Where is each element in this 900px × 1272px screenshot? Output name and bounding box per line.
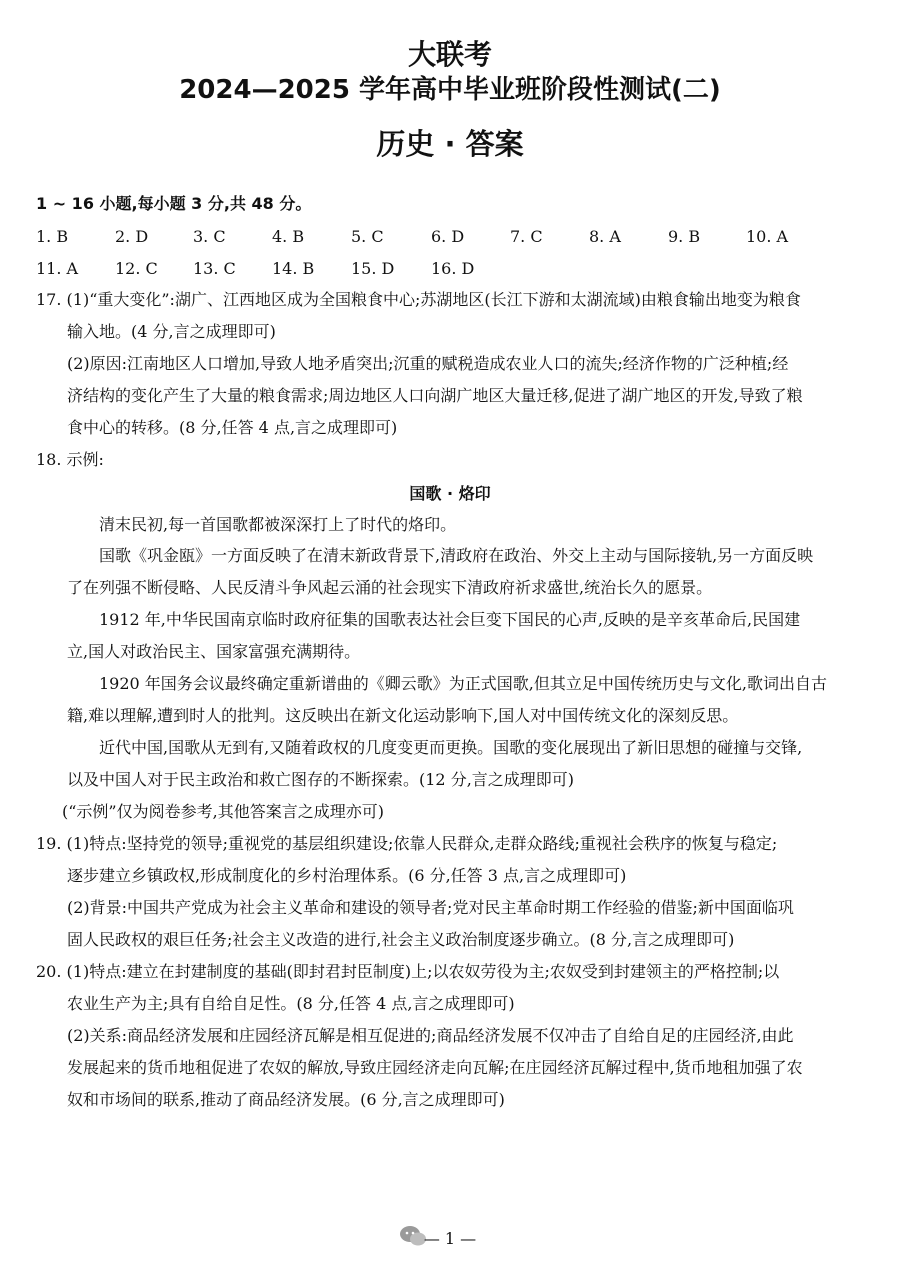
mc-answer: 11. A	[36, 259, 79, 278]
mc-answer: 14. B	[272, 259, 315, 278]
mc-answer: 7. C	[510, 227, 543, 246]
mc-answer: 16. D	[431, 259, 475, 278]
subject-title: 历史 · 答案	[376, 127, 524, 161]
q17-line: 17. (1)“重大变化”:湖广、江西地区成为全国粮食中心;苏湖地区(长江下游和太湖流域)由粮食输出地变为粮食	[36, 290, 801, 309]
q20-line: 20. (1)特点:建立在封建制度的基础(即封君封臣制度)上;以农奴劳役为主;农奴受到封建领主的严格控制;以	[36, 962, 780, 981]
mc-answer: 12. C	[115, 259, 158, 278]
q20-line: 发展起来的货币地租促进了农奴的解放,导致庄园经济走向瓦解;在庄园经济瓦解过程中,货币地租加强了农	[67, 1058, 803, 1077]
page-number: — 1 —	[423, 1229, 477, 1248]
q19-line: 固人民政权的艰巨任务;社会主义改造的进行,社会主义政治制度逐步确立。(8 分,言之成理即可)	[67, 930, 735, 949]
exam-org-title: 大联考	[407, 38, 492, 71]
q18-line: 以及中国人对于民主政治和救亡图存的不断探索。(12 分,言之成理即可)	[67, 770, 575, 789]
mc-answer: 15. D	[351, 259, 395, 278]
mc-answer: 6. D	[431, 227, 465, 246]
q18-line: 国歌《巩金瓯》一方面反映了在清末新政背景下,清政府在政治、外交上主动与国际接轨,另一方面反映	[99, 546, 814, 565]
mc-answer: 9. B	[668, 227, 701, 246]
mc-answer: 8. A	[589, 227, 621, 246]
q18-line: 了在列强不断侵略、人民反清斗争风起云涌的社会现实下清政府祈求盛世,统治长久的愿景。	[67, 578, 713, 597]
mc-answer: 13. C	[193, 259, 236, 278]
q20-line: 奴和市场间的联系,推动了商品经济发展。(6 分,言之成理即可)	[67, 1090, 505, 1109]
q18-essay-title: 国歌 · 烙印	[409, 484, 491, 503]
q18-line: 立,国人对政治民主、国家富强充满期待。	[67, 642, 361, 661]
q19-line: 19. (1)特点:坚持党的领导;重视党的基层组织建设;依靠人民群众,走群众路线;重视社会秩序的恢复与稳定;	[36, 834, 778, 853]
mc-answer: 4. B	[272, 227, 305, 246]
q17-line: (2)原因:江南地区人口增加,导致人地矛盾突出;沉重的赋税造成农业人口的流失;经济作物的广泛种植;经	[67, 354, 789, 373]
mc-answer: 5. C	[351, 227, 384, 246]
mc-answer: 3. C	[193, 227, 226, 246]
q19-line: (2)背景:中国共产党成为社会主义革命和建设的领导者;党对民主革命时期工作经验的借鉴;新中国面临巩	[67, 898, 794, 917]
q19-line: 逐步建立乡镇政权,形成制度化的乡村治理体系。(6 分,任答 3 点,言之成理即可)	[67, 866, 627, 885]
mc-answer: 1. B	[36, 227, 69, 246]
q20-line: 农业生产为主;具有自给自足性。(8 分,任答 4 点,言之成理即可)	[67, 994, 515, 1013]
exam-title: 2024—2025 学年高中毕业班阶段性测试(二)	[179, 75, 721, 105]
q17-line: 济结构的变化产生了大量的粮食需求;周边地区人口向湖广地区大量迁移,促进了湖广地区的开发,导致了粮	[67, 386, 803, 405]
q18-line: 近代中国,国歌从无到有,又随着政权的几度变更而更换。国歌的变化展现出了新旧思想的碰撞与交锋,	[99, 738, 803, 757]
q18-line: 1920 年国务会议最终确定重新谱曲的《卿云歌》为正式国歌,但其立足中国传统历史与文化,歌词出自古	[99, 674, 827, 693]
q17-line: 输入地。(4 分,言之成理即可)	[67, 322, 276, 341]
mc-answer: 10. A	[746, 227, 789, 246]
q18-line: 1912 年,中华民国南京临时政府征集的国歌表达社会巨变下国民的心声,反映的是辛亥革命后,民国建	[99, 610, 801, 629]
q18-label: 18. 示例:	[36, 450, 104, 469]
q18-note: (“示例”仅为阅卷参考,其他答案言之成理亦可)	[62, 802, 384, 821]
mc-note: 1 ~ 16 小题,每小题 3 分,共 48 分。	[36, 194, 312, 213]
mc-answer: 2. D	[115, 227, 149, 246]
q18-line: 籍,难以理解,遭到时人的批判。这反映出在新文化运动影响下,国人对中国传统文化的深刻反思。	[67, 706, 739, 725]
q18-line: 清末民初,每一首国歌都被深深打上了时代的烙印。	[99, 515, 457, 534]
q20-line: (2)关系:商品经济发展和庄园经济瓦解是相互促进的;商品经济发展不仅冲击了自给自足的庄园经济,由此	[67, 1026, 794, 1045]
q17-line: 食中心的转移。(8 分,任答 4 点,言之成理即可)	[67, 418, 398, 437]
